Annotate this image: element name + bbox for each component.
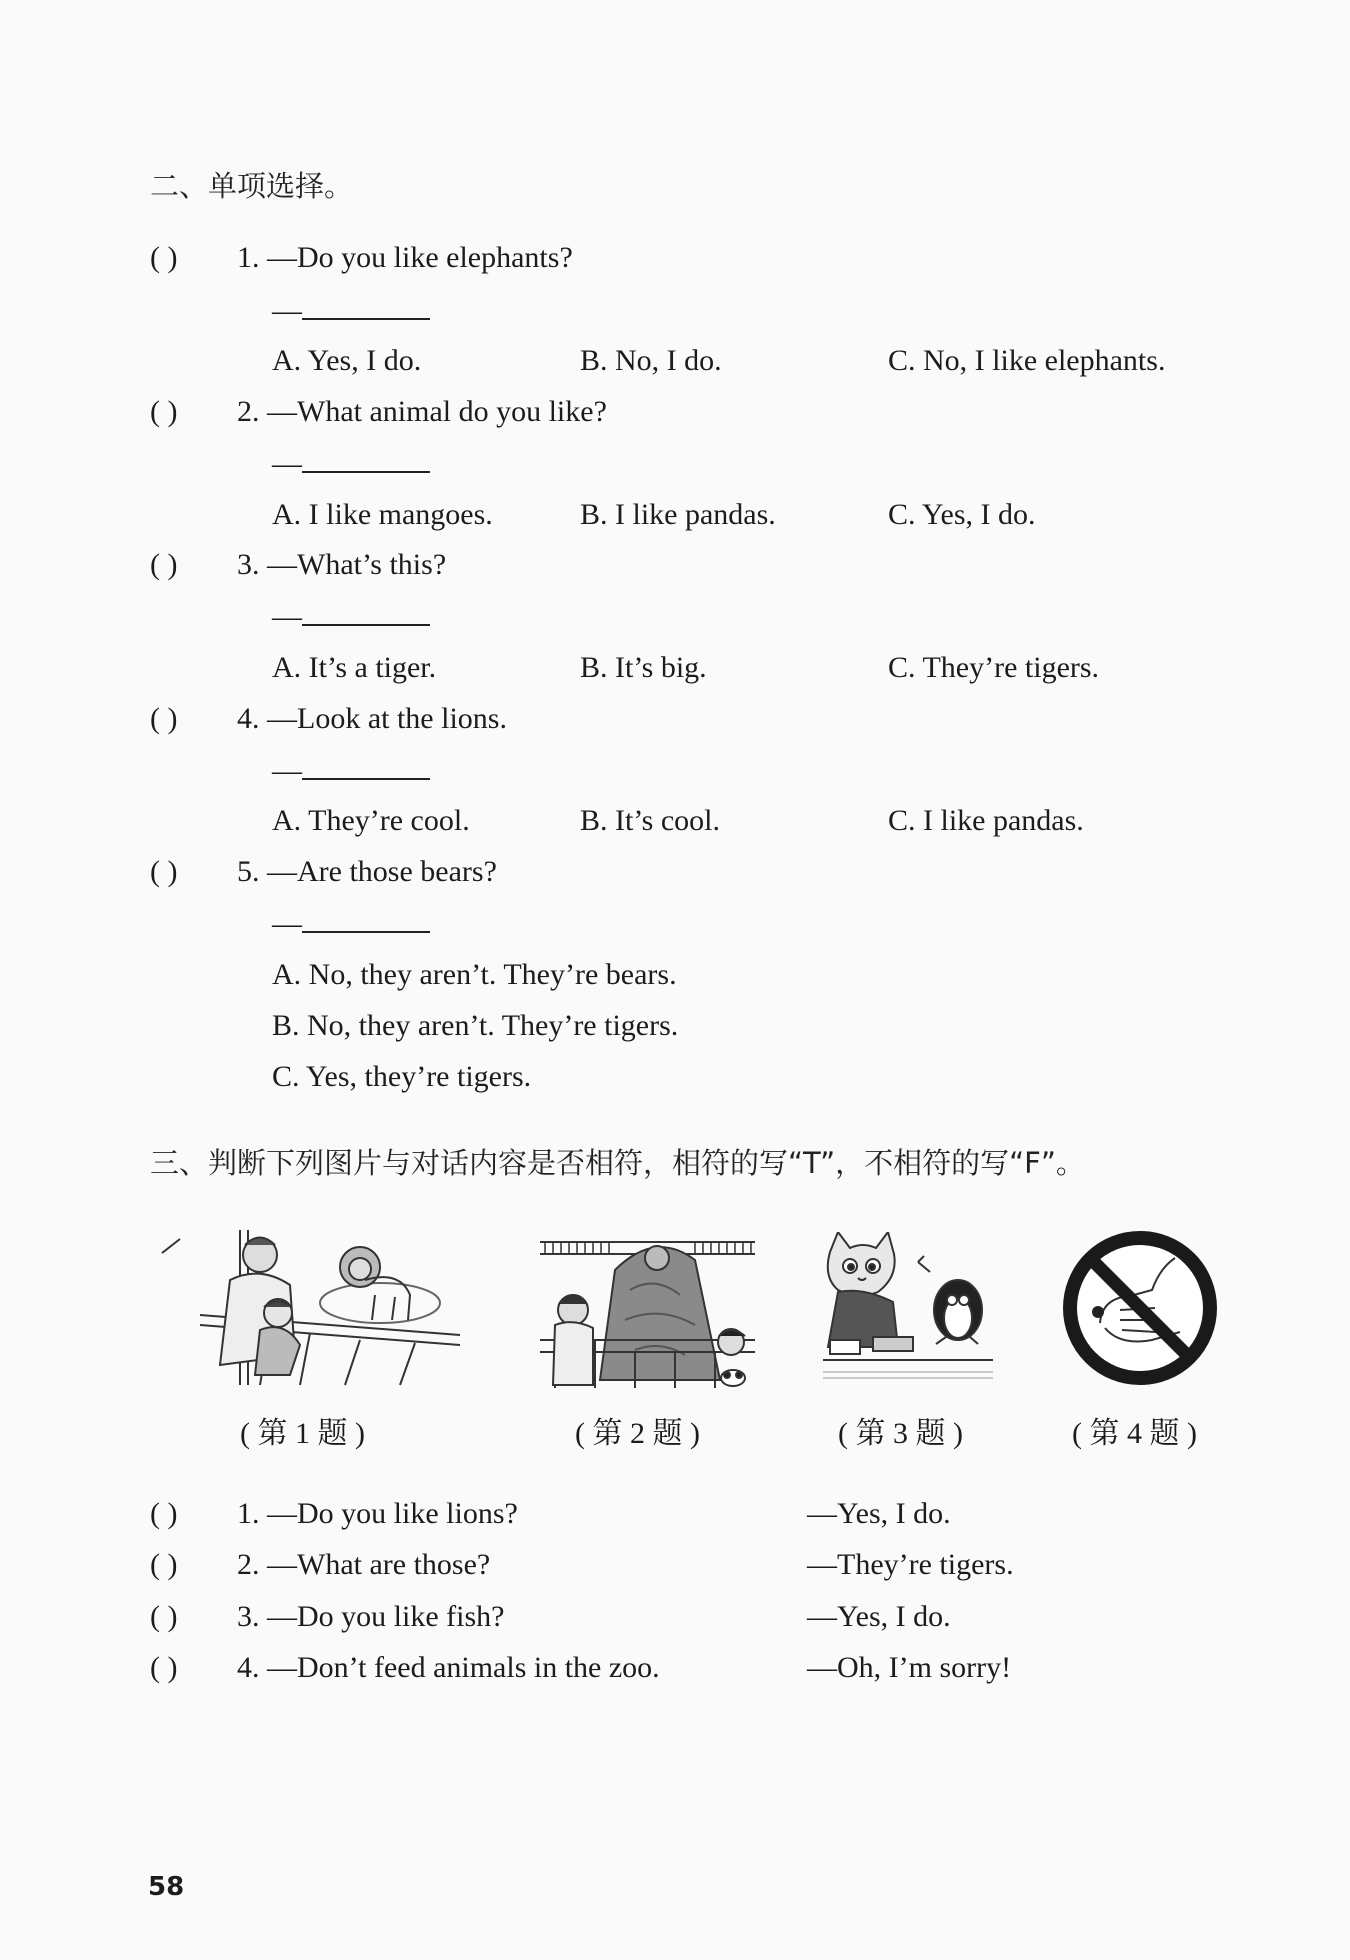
section-2-heading: 二、单项选择。 [150,169,354,203]
zoo-tiger-enclosure-illustration [535,1230,760,1390]
page-number: 58 [148,1872,185,1902]
question-3: 3. —What’s this? [237,548,447,581]
tf-response-2: —They’re tigers. [807,1548,1014,1581]
option-5-a: A. No, they aren’t. They’re bears. [272,958,677,991]
caption-picture-3: ( 第 3 题 ) [838,1417,963,1450]
answer-line-1[interactable]: — [272,294,430,328]
question-1: 1. —Do you like elephants? [237,241,573,274]
option-4-b: B. It’s cool. [580,804,720,837]
cat-penguin-fish-illustration [818,1232,998,1387]
caption-picture-4: ( 第 4 题 ) [1072,1417,1197,1450]
option-5-b: B. No, they aren’t. They’re tigers. [272,1009,679,1042]
question-5: 5. —Are those bears? [237,855,497,888]
no-feeding-sign-icon [1060,1228,1220,1388]
tf-question-1: 1. —Do you like lions? [237,1497,518,1530]
tf-response-1: —Yes, I do. [807,1497,951,1530]
answer-line-2[interactable]: — [272,447,430,481]
option-1-c: C. No, I like elephants. [888,344,1166,377]
tf-response-3: —Yes, I do. [807,1600,951,1633]
tf-response-4: —Oh, I’m sorry! [807,1651,1012,1684]
tf-paren-3[interactable]: ( ) [150,1600,178,1633]
tf-paren-2[interactable]: ( ) [150,1548,178,1581]
option-3-a: A. It’s a tiger. [272,651,437,684]
option-3-b: B. It’s big. [580,651,707,684]
section-3-heading: 三、判断下列图片与对话内容是否相符，相符的写“T”，不相符的写“F”。 [150,1146,1085,1180]
option-4-a: A. They’re cool. [272,804,470,837]
option-1-b: B. No, I do. [580,344,722,377]
answer-line-4[interactable]: — [272,754,430,788]
answer-line-3[interactable]: — [272,600,430,634]
option-1-a: A. Yes, I do. [272,344,422,377]
tf-question-4: 4. —Don’t feed animals in the zoo. [237,1651,660,1684]
zoo-lion-family-illustration [160,1225,460,1390]
question-4: 4. —Look at the lions. [237,702,507,735]
option-2-a: A. I like mangoes. [272,498,493,531]
answer-paren-2[interactable]: ( ) [150,395,178,428]
tf-paren-1[interactable]: ( ) [150,1497,178,1530]
answer-paren-1[interactable]: ( ) [150,241,178,274]
option-2-b: B. I like pandas. [580,498,776,531]
answer-line-5[interactable]: — [272,907,430,941]
answer-paren-4[interactable]: ( ) [150,702,178,735]
caption-picture-2: ( 第 2 题 ) [575,1417,700,1450]
option-4-c: C. I like pandas. [888,804,1084,837]
tf-question-2: 2. —What are those? [237,1548,491,1581]
option-5-c: C. Yes, they’re tigers. [272,1060,532,1093]
option-3-c: C. They’re tigers. [888,651,1100,684]
option-2-c: C. Yes, I do. [888,498,1036,531]
tf-question-3: 3. —Do you like fish? [237,1600,505,1633]
answer-paren-3[interactable]: ( ) [150,548,178,581]
answer-paren-5[interactable]: ( ) [150,855,178,888]
tf-paren-4[interactable]: ( ) [150,1651,178,1684]
caption-picture-1: ( 第 1 题 ) [240,1417,365,1450]
question-2: 2. —What animal do you like? [237,395,607,428]
